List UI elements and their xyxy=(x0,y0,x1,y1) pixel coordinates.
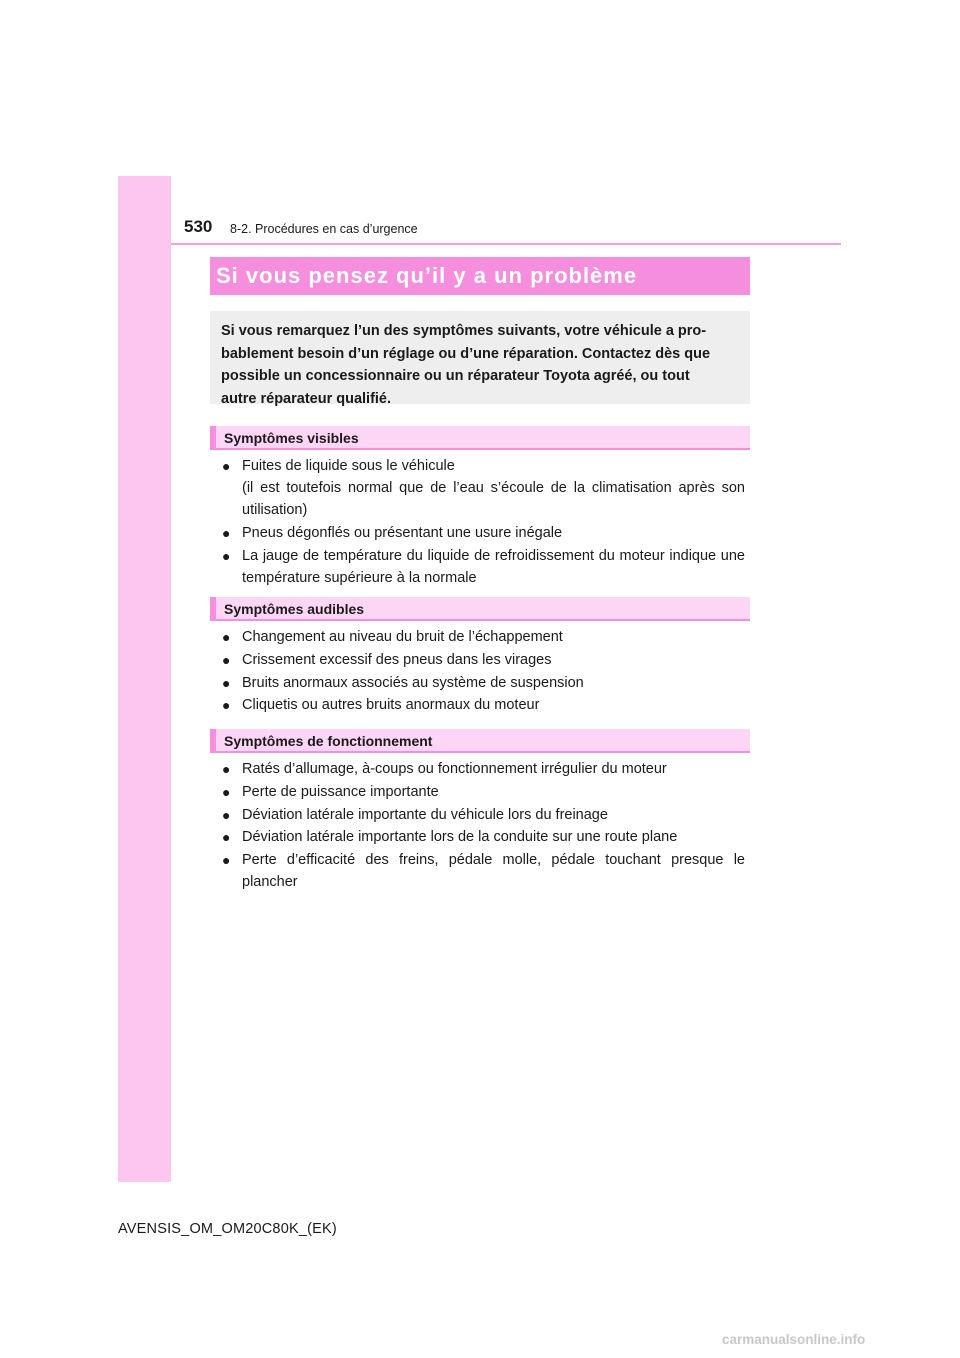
section-heading-visibles xyxy=(210,426,750,450)
list-item xyxy=(222,672,745,694)
bullet-icon: ● xyxy=(222,697,231,714)
bullet-icon: ● xyxy=(222,458,231,474)
list-item xyxy=(222,849,745,893)
intro-line: bablement besoin d’un réglage ou d’une réparation. Contactez dès que xyxy=(221,345,711,362)
bullet-icon: ● xyxy=(222,547,231,564)
page-number: 530 xyxy=(184,217,213,236)
list-item-text: Cliquetis ou autres bruits anormaux du moteur xyxy=(242,697,540,714)
list-item xyxy=(222,522,745,544)
section-heading-label: Symptômes de fonctionnement xyxy=(224,733,433,749)
list-item xyxy=(222,781,745,803)
bullet-icon: ● xyxy=(222,852,231,869)
list-item-text: Fuites de liquide sous le véhicule xyxy=(242,458,455,474)
bullet-icon: ● xyxy=(222,629,231,645)
bullet-icon: ● xyxy=(222,674,231,691)
bullet-icon: ● xyxy=(222,806,231,823)
side-color-band xyxy=(118,176,171,1182)
list-item xyxy=(222,804,745,826)
page-title-band xyxy=(210,257,750,295)
section-heading-audibles xyxy=(210,597,750,621)
list-item xyxy=(222,626,745,648)
list-item-text: Perte d’efficacité des freins, pédale molle, pédale touchant presque le plancher xyxy=(242,852,745,891)
list-item-text: Déviation latérale importante lors de la conduite sur une route plane xyxy=(242,829,678,846)
list-item-text: Ratés d’allumage, à-coups ou fonctionnement irrégulier du moteur xyxy=(242,761,667,777)
bullet-icon: ● xyxy=(222,761,231,777)
bullet-icon: ● xyxy=(222,524,231,541)
footer-document-code: AVENSIS_OM_OM20C80K_(EK) xyxy=(118,1221,337,1237)
bullet-icon: ● xyxy=(222,651,231,668)
bullet-icon: ● xyxy=(222,829,231,846)
list-item xyxy=(222,758,745,780)
bullet-list-fonctionnement xyxy=(222,758,745,894)
intro-box xyxy=(210,311,750,407)
list-item xyxy=(222,455,745,521)
list-item xyxy=(222,826,745,848)
bullet-icon: ● xyxy=(222,783,231,800)
list-item-text: Bruits anormaux associés au système de suspension xyxy=(242,674,584,691)
section-heading-label: Symptômes visibles xyxy=(224,430,359,446)
intro-line: autre réparateur qualifié. xyxy=(221,390,392,407)
list-item-text: La jauge de température du liquide de refroidissement du moteur indique une température supérieure à la normale xyxy=(242,547,745,586)
list-item-text: Déviation latérale importante du véhicule lors du freinage xyxy=(242,806,608,823)
list-item-text: Pneus dégonflés ou présentant une usure inégale xyxy=(242,524,563,541)
bullet-list-audibles xyxy=(222,626,745,717)
intro-line: Si vous remarquez l’un des symptômes suivants, votre véhicule a pro- xyxy=(221,323,707,339)
list-item-text: Crissement excessif des pneus dans les virages xyxy=(242,651,552,668)
section-heading-label: Symptômes audibles xyxy=(224,601,365,617)
list-item-text: Changement au niveau du bruit de l’échappement xyxy=(242,629,563,645)
list-item-note: (il est toutefois normal que de l’eau s’écoule de la climatisation après son utilisation) xyxy=(242,480,745,518)
intro-line: possible un concessionnaire ou un réparateur Toyota agréé, ou tout xyxy=(221,368,690,384)
watermark: carmanualsonline.info xyxy=(722,1332,866,1347)
list-item xyxy=(222,694,745,716)
page-title: Si vous pensez qu’il y a un problème xyxy=(216,263,638,288)
intro-text xyxy=(221,320,742,410)
list-item-text: Perte de puissance importante xyxy=(242,783,439,800)
section-heading-fonctionnement xyxy=(210,729,750,753)
section-label: 8-2. Procédures en cas d’urgence xyxy=(230,222,418,236)
header-rule xyxy=(171,243,841,245)
list-item xyxy=(222,649,745,671)
bullet-list-visibles xyxy=(222,455,745,589)
list-item xyxy=(222,545,745,589)
